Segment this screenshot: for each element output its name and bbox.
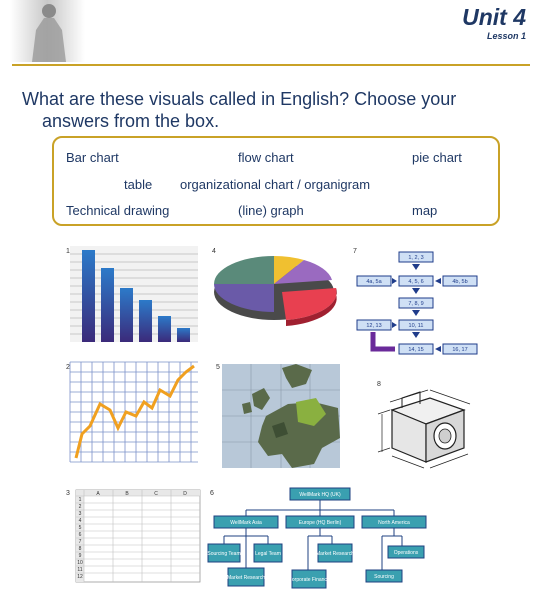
figure-number: 3 — [66, 490, 70, 497]
figure-number: 8 — [377, 381, 381, 388]
flow-box: 12, 13 — [366, 323, 382, 329]
word-org-chart: organizational chart / organigram — [180, 177, 371, 192]
flow-box: 4, 5, 6 — [408, 279, 424, 285]
word-pie-chart: pie chart — [412, 150, 462, 165]
word-map: map — [412, 203, 438, 218]
figure-number: 2 — [66, 364, 70, 371]
table-row-header: 9 — [78, 553, 82, 559]
header-photo — [10, 0, 85, 62]
org-node: Operations — [393, 550, 419, 556]
lesson-label: Lesson 1 — [486, 31, 526, 41]
figure-map — [222, 364, 340, 468]
org-node: Legal Team — [255, 551, 281, 557]
figure-technical-drawing — [372, 376, 482, 468]
table-row-header: 3 — [78, 511, 82, 517]
word-bar-chart: Bar chart — [66, 150, 119, 165]
table-col-header: D — [183, 491, 187, 497]
table-col-header: A — [96, 491, 100, 497]
flow-box: 4b, 5b — [452, 279, 468, 285]
unit-title: Unit 4 — [462, 4, 526, 30]
table-row-header: 6 — [78, 532, 82, 538]
org-node-top: WellMark HQ (UK) — [299, 492, 341, 498]
table-row-header: 2 — [78, 504, 82, 510]
table-row-header: 12 — [77, 574, 83, 580]
org-node: Corporate Finance — [288, 577, 330, 583]
flow-box: 10, 11 — [408, 323, 424, 329]
figure-pie-chart — [212, 252, 336, 328]
table-row-header: 4 — [78, 518, 82, 524]
question-line-1: What are these visuals called in English? Choose your — [22, 89, 457, 109]
flow-box: 4a, 5a — [366, 279, 382, 285]
table-row-header: 11 — [77, 567, 83, 573]
figure-number: 5 — [216, 364, 220, 371]
figure-table — [76, 490, 200, 582]
flow-box: 7, 8, 9 — [408, 301, 424, 307]
word-flow-chart: flow chart — [238, 150, 294, 165]
table-col-header: B — [125, 491, 129, 497]
figure-org-chart — [206, 486, 434, 590]
org-node: WellMark Asia — [230, 520, 262, 526]
table-row-header: 8 — [78, 546, 82, 552]
figure-flow-chart — [355, 248, 485, 360]
table-row-header: 7 — [78, 539, 82, 545]
org-node: Sourcing Team — [207, 551, 241, 557]
header-rule — [12, 64, 530, 66]
figure-number: 7 — [353, 248, 357, 255]
org-node: Sourcing — [374, 574, 394, 580]
question-line-2: answers from the box. — [42, 111, 220, 131]
flow-box: 16, 17 — [452, 347, 468, 353]
org-node: Europe (HQ Berlin) — [298, 520, 342, 526]
org-node: Market Research — [226, 575, 266, 581]
flow-box: 14, 15 — [408, 347, 424, 353]
table-col-header: C — [154, 491, 158, 497]
org-node: North America — [378, 520, 410, 526]
table-row-header: 5 — [78, 525, 82, 531]
word-line-graph: (line) graph — [238, 203, 304, 218]
table-row-header: 10 — [77, 560, 83, 566]
figure-line-graph — [70, 362, 198, 462]
table-row-header: 1 — [78, 497, 82, 503]
figure-number: 6 — [210, 490, 214, 497]
figure-number: 1 — [66, 248, 70, 255]
answer-box — [52, 136, 500, 226]
figure-bar-chart — [70, 246, 198, 342]
word-technical-drawing: Technical drawing — [66, 203, 170, 218]
org-node: Market Research — [315, 551, 355, 557]
word-table: table — [124, 177, 153, 192]
flow-box: 1, 2, 3 — [408, 255, 424, 261]
figure-number: 4 — [212, 248, 216, 255]
